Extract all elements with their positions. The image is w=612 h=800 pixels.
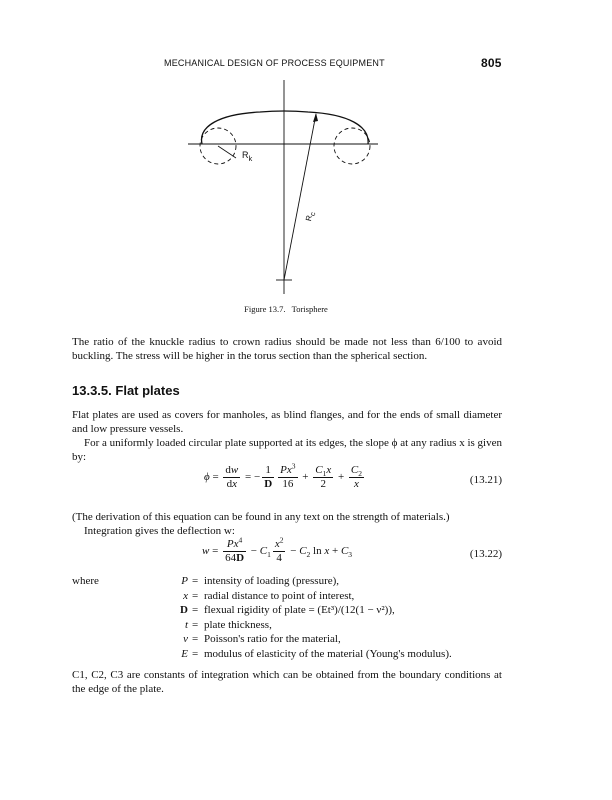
definition-description: plate thickness, xyxy=(204,618,272,631)
torisphere-diagram xyxy=(180,76,400,301)
caption-label: Figure 13.7. xyxy=(244,304,286,314)
definition-row xyxy=(72,618,502,633)
running-title: MECHANICAL DESIGN OF PROCESS EQUIPMENT xyxy=(164,58,385,68)
definition-row xyxy=(72,632,502,647)
definition-description: flexual rigidity of plate = (Et³)/(12(1 − ν²)), xyxy=(204,604,395,616)
equation-13-21 xyxy=(72,461,502,498)
definition-description: intensity of loading (pressure), xyxy=(204,575,340,587)
crown-label-letter: R xyxy=(304,214,315,222)
definition-symbol: P xyxy=(181,575,188,587)
definition-description: Poisson's ratio for the material, xyxy=(204,633,341,645)
definition-equals: = xyxy=(192,575,199,587)
definition-description: radial distance to point of interest, xyxy=(204,589,355,602)
definition-symbol: ν xyxy=(183,633,188,645)
flat-plates-intro: Flat plates are used as covers for manholes, as blind flanges, and for the ends of small diameter and low pressure vessels. xyxy=(72,409,502,435)
uniform-load-paragraph: For a uniformly loaded circular plate supported at its edges, the slope ϕ at any radius x is given by: xyxy=(72,437,502,463)
definition-equals: = xyxy=(192,647,199,660)
slope-equation: ϕ = $\frac{dw}{dx}$ = − $\frac{1}{D}$ $\frac{Px^3}{16}$ + $\frac{C_1x}{2}$ + $\frac{C_2}{x}$ xyxy=(204,461,363,490)
page-number: 805 xyxy=(481,56,502,70)
torisphere-figure xyxy=(180,76,400,301)
variable-definitions xyxy=(72,574,502,661)
figure-caption xyxy=(0,304,572,314)
knuckle-label-letter: R xyxy=(242,150,249,160)
definition-equals: = xyxy=(192,633,199,645)
definition-row xyxy=(72,574,502,589)
section-title: Flat plates xyxy=(115,383,180,398)
caption-title: Torisphere xyxy=(291,304,328,314)
definition-symbol: t xyxy=(184,618,188,631)
definition-equals: = xyxy=(192,604,199,616)
definition-row xyxy=(72,647,502,662)
equation-number-13-21: (13.21) xyxy=(469,474,502,486)
derivation-note: (The derivation of this equation can be found in any text on the strength of materials.) xyxy=(72,511,450,523)
crown-radius-line xyxy=(284,114,316,280)
knuckle-radius-line xyxy=(218,146,236,158)
right-knuckle-circle xyxy=(334,128,370,164)
constants-paragraph: C1, C2, C3 are constants of integration which can be obtained from the boundary conditions at the edge of the plate. xyxy=(72,669,502,695)
equation-13-22 xyxy=(72,535,502,572)
section-heading xyxy=(72,383,502,398)
crown-label-subscript: c xyxy=(307,211,318,217)
knuckle-radius-label xyxy=(242,150,253,163)
deflection-equation: w = $\frac{Px^4}{64D}$ − $C_1$ $\frac{x^2}{4}$ − $C_2$ $\ln x + C_3$ xyxy=(202,535,353,564)
definition-row xyxy=(72,603,502,618)
equation-number-13-22: (13.22) xyxy=(469,548,502,560)
definition-row xyxy=(72,589,502,604)
integration-paragraph: Integration gives the deflection w: xyxy=(84,525,235,537)
definition-equals: = xyxy=(192,589,199,602)
crown-radius-label xyxy=(304,211,318,222)
definition-symbol: x xyxy=(183,589,188,602)
definition-symbol: E xyxy=(181,647,188,660)
definition-description: modulus of elasticity of the material (Young's modulus). xyxy=(204,647,452,660)
definitions-lead: where xyxy=(72,575,99,587)
knuckle-label-subscript: k xyxy=(248,153,253,163)
head-outline xyxy=(202,111,369,144)
running-head xyxy=(0,56,612,70)
definition-equals: = xyxy=(192,618,199,631)
section-number: 13.3.5. xyxy=(72,383,112,398)
ratio-paragraph: The ratio of the knuckle radius to crown radius should be made not less than 6/100 to avoid buckling. The stress will be higher in the torus section than the spherical section. xyxy=(72,336,502,362)
definition-symbol: D xyxy=(180,604,188,616)
